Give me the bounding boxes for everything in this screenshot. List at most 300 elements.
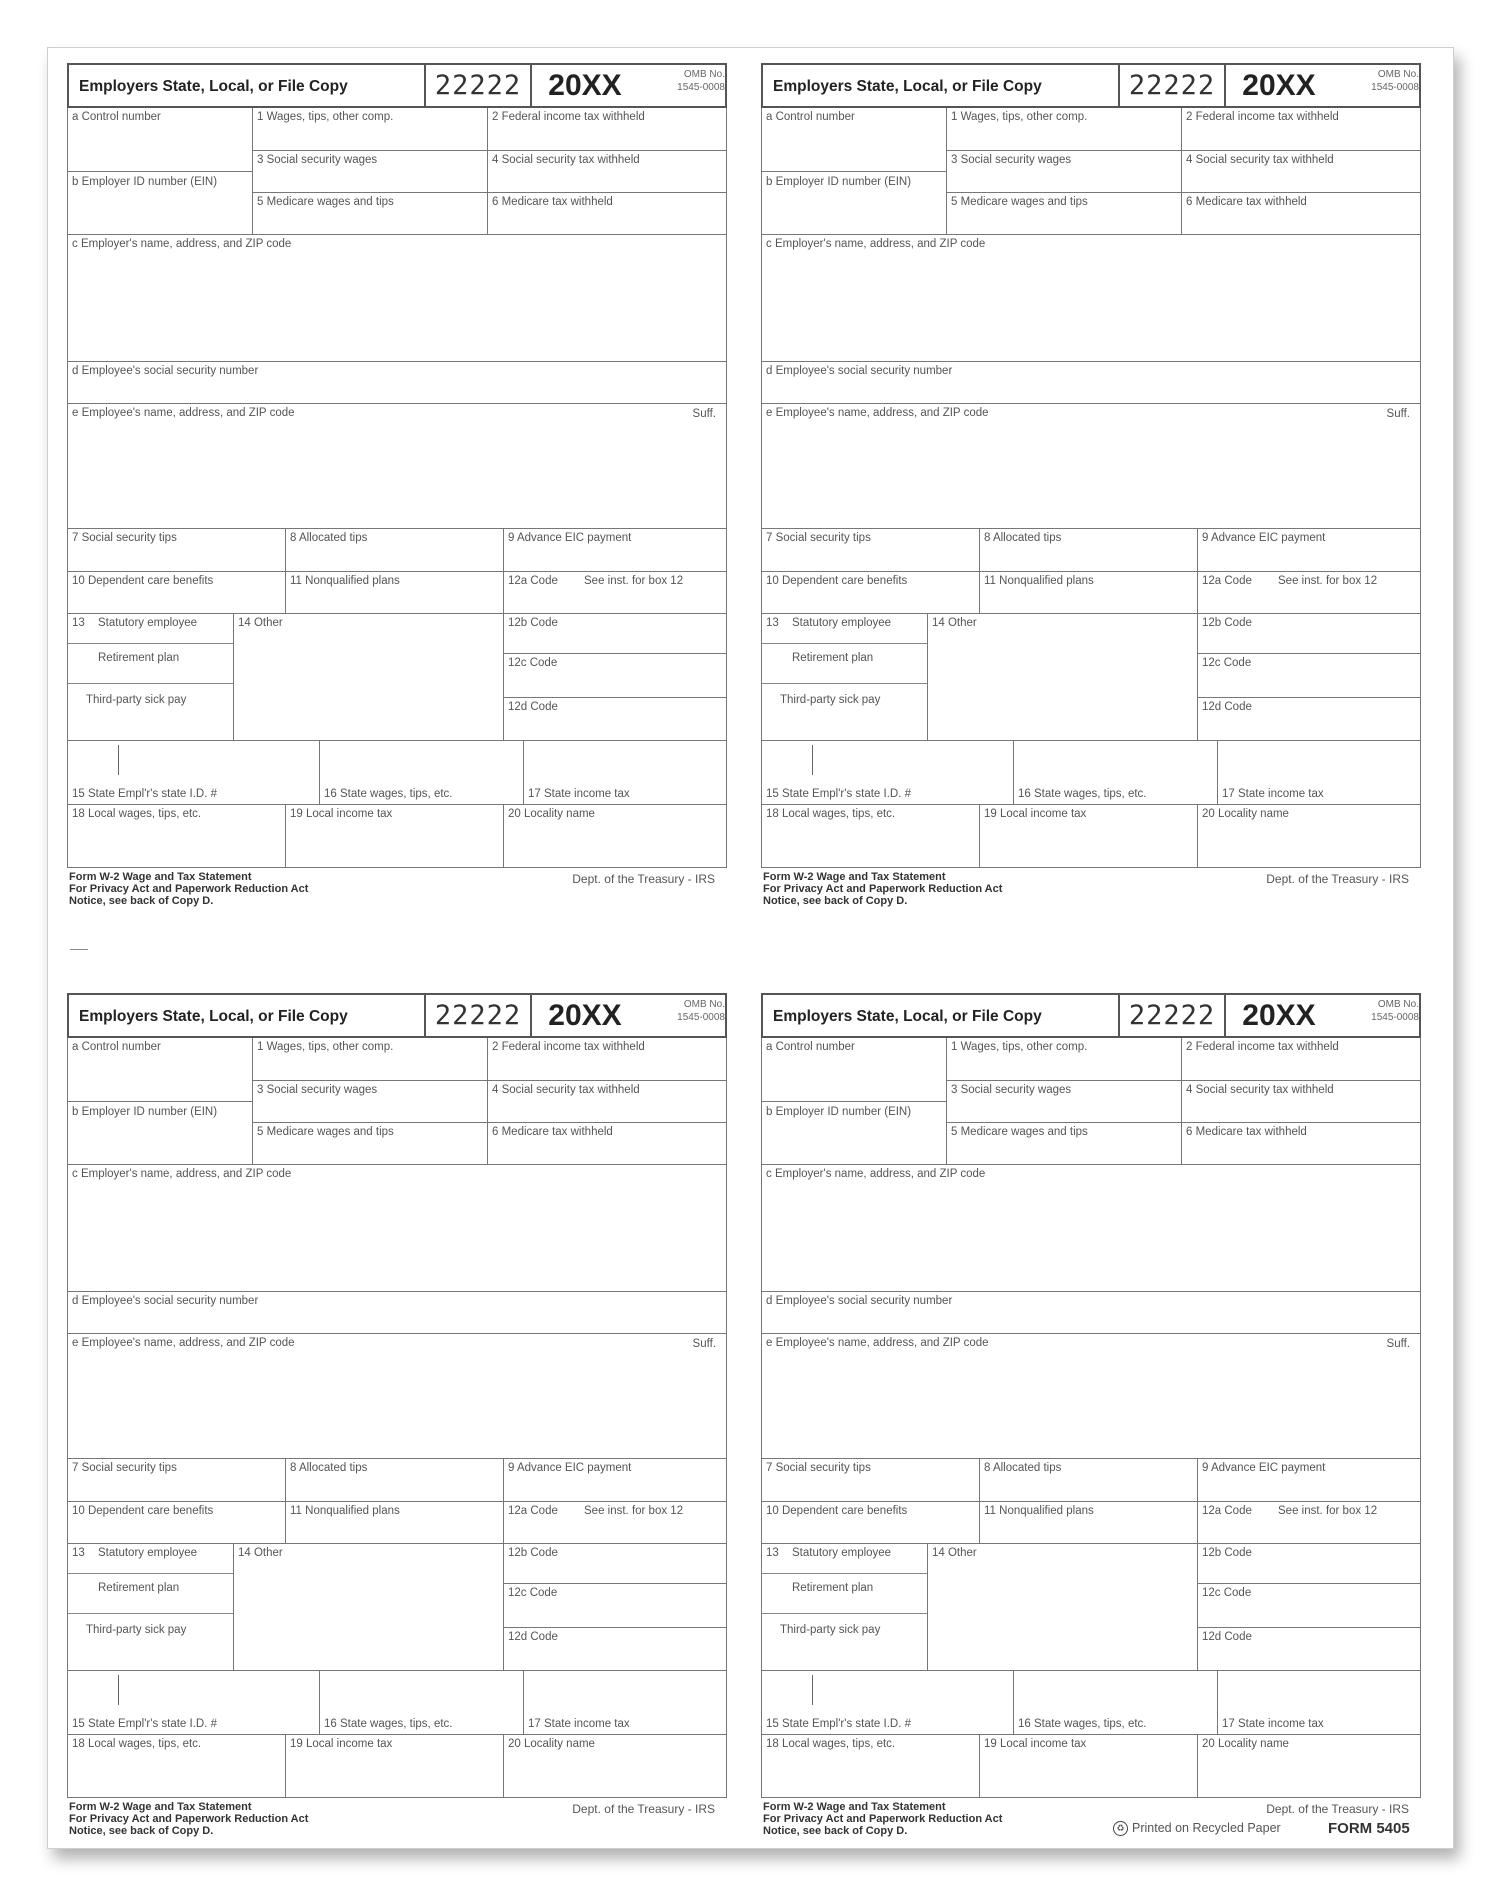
box-a-label: a Control number bbox=[766, 1041, 855, 1053]
box-8-allocated-tips[interactable] bbox=[979, 1459, 1197, 1502]
box-b-employer-id[interactable] bbox=[67, 172, 252, 235]
form-year: 20XX bbox=[530, 65, 638, 106]
form-footer-notice bbox=[69, 871, 308, 907]
box-13 bbox=[761, 1544, 927, 1671]
box-2-label: 2 Federal income tax withheld bbox=[492, 1041, 645, 1053]
box-16-label: 16 State wages, tips, etc. bbox=[324, 1718, 453, 1730]
footer-line-3: Notice, see back of Copy D. bbox=[69, 895, 214, 907]
box-11-label: 11 Nonqualified plans bbox=[290, 1505, 400, 1517]
box-13-retirement[interactable]: Retirement plan bbox=[792, 1582, 874, 1594]
box-14-other[interactable] bbox=[927, 614, 1197, 741]
box-2-federal-tax[interactable] bbox=[487, 1038, 727, 1081]
box-11-nonqualified[interactable] bbox=[285, 1502, 503, 1544]
box-3-ss-wages[interactable] bbox=[252, 151, 487, 193]
box-13-label: 13 bbox=[72, 1547, 85, 1559]
box-20-locality[interactable] bbox=[1197, 1735, 1421, 1798]
box-13-statutory[interactable]: Statutory employee bbox=[98, 617, 198, 629]
box-8-allocated-tips[interactable] bbox=[979, 529, 1197, 572]
footer-dept: Dept. of the Treasury - IRS bbox=[572, 1802, 715, 1816]
footer-line-2: For Privacy Act and Paperwork Reduction Act bbox=[763, 883, 1003, 895]
box-17-state-tax[interactable] bbox=[523, 741, 727, 805]
box-a-label: a Control number bbox=[72, 111, 161, 123]
box-9-advance-eic[interactable] bbox=[503, 529, 727, 572]
box-12d-label: 12d Code bbox=[1202, 1631, 1252, 1643]
box-2-label: 2 Federal income tax withheld bbox=[1186, 111, 1339, 123]
box-13-divider bbox=[762, 643, 927, 644]
box-15-state[interactable] bbox=[67, 741, 319, 805]
box-11-label: 11 Nonqualified plans bbox=[984, 575, 1094, 587]
box-13-divider bbox=[762, 1573, 927, 1574]
box-12d[interactable] bbox=[503, 698, 727, 741]
box-6-label: 6 Medicare tax withheld bbox=[1186, 196, 1307, 208]
box-e-employee-name[interactable] bbox=[761, 1334, 1421, 1459]
box-17-label: 17 State income tax bbox=[1222, 1718, 1324, 1730]
box-5-label: 5 Medicare wages and tips bbox=[951, 1126, 1088, 1138]
box-4-label: 4 Social security tax withheld bbox=[1186, 154, 1334, 166]
footer-line-1: Form W-2 Wage and Tax Statement bbox=[763, 871, 946, 883]
box-13-divider bbox=[68, 683, 233, 684]
box-20-locality[interactable] bbox=[503, 805, 727, 868]
box-11-label: 11 Nonqualified plans bbox=[290, 575, 400, 587]
form-code: 22222 bbox=[1118, 995, 1224, 1036]
box-12b[interactable] bbox=[1197, 614, 1421, 654]
box-6-label: 6 Medicare tax withheld bbox=[492, 1126, 613, 1138]
box-e-suffix: Suff. bbox=[692, 408, 716, 420]
box-13-statutory[interactable]: Statutory employee bbox=[98, 1547, 198, 1559]
box-8-label: 8 Allocated tips bbox=[984, 1462, 1062, 1474]
box-c-employer-name[interactable] bbox=[761, 235, 1421, 362]
box-d-employee-ssn[interactable] bbox=[761, 1292, 1421, 1334]
box-17-label: 17 State income tax bbox=[528, 788, 630, 800]
box-18-local-wages[interactable] bbox=[67, 805, 285, 868]
box-b-label: b Employer ID number (EIN) bbox=[72, 1106, 218, 1118]
box-13-label: 13 bbox=[766, 1547, 779, 1559]
box-17-state-tax[interactable] bbox=[1217, 1671, 1421, 1735]
box-19-label: 19 Local income tax bbox=[290, 1738, 393, 1750]
box-14-other[interactable] bbox=[233, 614, 503, 741]
box-19-label: 19 Local income tax bbox=[984, 808, 1087, 820]
box-13-statutory[interactable]: Statutory employee bbox=[792, 617, 892, 629]
box-15-tick bbox=[118, 745, 119, 775]
w2-form-top-right bbox=[761, 63, 1421, 910]
box-1-label: 1 Wages, tips, other comp. bbox=[257, 111, 394, 123]
form-year: 20XX bbox=[530, 995, 638, 1036]
box-3-ss-wages[interactable] bbox=[252, 1081, 487, 1123]
box-c-employer-name[interactable] bbox=[67, 235, 727, 362]
box-6-label: 6 Medicare tax withheld bbox=[492, 196, 613, 208]
box-11-label: 11 Nonqualified plans bbox=[984, 1505, 1094, 1517]
form-footer bbox=[67, 871, 727, 911]
box-12c-label: 12c Code bbox=[1202, 1587, 1252, 1599]
box-e-suffix: Suff. bbox=[1386, 1338, 1410, 1350]
box-14-label: 14 Other bbox=[932, 1547, 977, 1559]
box-8-label: 8 Allocated tips bbox=[290, 532, 368, 544]
box-13-label: 13 bbox=[72, 617, 85, 629]
box-16-state-wages[interactable] bbox=[1013, 741, 1217, 805]
box-b-label: b Employer ID number (EIN) bbox=[72, 176, 218, 188]
box-14-other[interactable] bbox=[233, 1544, 503, 1671]
box-15-label: 15 State Empl'r's state I.D. # bbox=[766, 788, 912, 800]
box-12d-label: 12d Code bbox=[508, 1631, 558, 1643]
box-a-control-number[interactable] bbox=[67, 108, 252, 172]
box-12a-label: 12a Code bbox=[508, 575, 558, 587]
box-13 bbox=[761, 614, 927, 741]
box-7-ss-tips[interactable] bbox=[761, 529, 979, 572]
form-header bbox=[761, 993, 1421, 1038]
omb-label: OMB No. bbox=[1377, 999, 1419, 1010]
recycle-icon: ♻ bbox=[1113, 1821, 1128, 1836]
box-13-third-party[interactable]: Third-party sick pay bbox=[780, 1624, 881, 1636]
box-13-retirement[interactable]: Retirement plan bbox=[98, 1582, 180, 1594]
box-8-allocated-tips[interactable] bbox=[285, 1459, 503, 1502]
box-15-label: 15 State Empl'r's state I.D. # bbox=[72, 1718, 218, 1730]
box-7-ss-tips[interactable] bbox=[67, 529, 285, 572]
box-12a[interactable] bbox=[1197, 1502, 1421, 1544]
box-18-label: 18 Local wages, tips, etc. bbox=[72, 1738, 202, 1750]
box-5-medicare-wages[interactable] bbox=[946, 193, 1181, 235]
box-10-label: 10 Dependent care benefits bbox=[72, 575, 214, 587]
box-9-label: 9 Advance EIC payment bbox=[1202, 532, 1326, 544]
box-6-medicare-tax[interactable] bbox=[1181, 1123, 1421, 1165]
box-13-third-party[interactable]: Third-party sick pay bbox=[86, 1624, 187, 1636]
box-7-label: 7 Social security tips bbox=[72, 532, 177, 544]
box-13-divider bbox=[762, 683, 927, 684]
w2-form-top-left bbox=[67, 63, 727, 910]
box-15-state[interactable] bbox=[761, 741, 1013, 805]
form-header bbox=[67, 63, 727, 108]
box-12a-label: 12a Code bbox=[1202, 1505, 1252, 1517]
box-a-control-number[interactable] bbox=[67, 1038, 252, 1102]
box-16-label: 16 State wages, tips, etc. bbox=[1018, 1718, 1147, 1730]
box-4-label: 4 Social security tax withheld bbox=[1186, 1084, 1334, 1096]
box-18-label: 18 Local wages, tips, etc. bbox=[72, 808, 202, 820]
box-7-label: 7 Social security tips bbox=[766, 532, 871, 544]
box-17-label: 17 State income tax bbox=[1222, 788, 1324, 800]
box-7-label: 7 Social security tips bbox=[72, 1462, 177, 1474]
form-header bbox=[67, 993, 727, 1038]
box-b-employer-id[interactable] bbox=[761, 1102, 946, 1165]
box-4-label: 4 Social security tax withheld bbox=[492, 154, 640, 166]
box-12a-note: See inst. for box 12 bbox=[584, 1505, 684, 1517]
footer-line-3: Notice, see back of Copy D. bbox=[69, 1825, 214, 1837]
box-15-state[interactable] bbox=[67, 1671, 319, 1735]
form-code: 22222 bbox=[424, 65, 530, 106]
box-12b-label: 12b Code bbox=[1202, 1547, 1252, 1559]
box-9-label: 9 Advance EIC payment bbox=[508, 532, 632, 544]
form-code: 22222 bbox=[1118, 65, 1224, 106]
footer-line-1: Form W-2 Wage and Tax Statement bbox=[69, 871, 252, 883]
box-16-label: 16 State wages, tips, etc. bbox=[324, 788, 453, 800]
box-13 bbox=[67, 614, 233, 741]
box-b-employer-id[interactable] bbox=[761, 172, 946, 235]
box-18-label: 18 Local wages, tips, etc. bbox=[766, 1738, 896, 1750]
form-footer-notice bbox=[69, 1801, 308, 1837]
form-number: FORM 5405 bbox=[1328, 1820, 1410, 1837]
form-code: 22222 bbox=[424, 995, 530, 1036]
box-5-medicare-wages[interactable] bbox=[946, 1123, 1181, 1165]
form-footer-notice bbox=[763, 1801, 1002, 1837]
box-2-label: 2 Federal income tax withheld bbox=[1186, 1041, 1339, 1053]
box-1-wages[interactable] bbox=[252, 108, 487, 151]
w2-form-bottom-left bbox=[67, 993, 727, 1840]
box-19-label: 19 Local income tax bbox=[984, 1738, 1087, 1750]
box-12a-note: See inst. for box 12 bbox=[1278, 1505, 1378, 1517]
box-e-employee-name[interactable] bbox=[67, 1334, 727, 1459]
box-13-divider bbox=[68, 643, 233, 644]
box-e-label: e Employee's name, address, and ZIP code bbox=[766, 1337, 989, 1349]
footer-dept: Dept. of the Treasury - IRS bbox=[1266, 1802, 1409, 1816]
box-8-label: 8 Allocated tips bbox=[290, 1462, 368, 1474]
box-9-advance-eic[interactable] bbox=[1197, 1459, 1421, 1502]
cut-mark bbox=[70, 949, 88, 950]
box-12b[interactable] bbox=[503, 1544, 727, 1584]
box-12c-label: 12c Code bbox=[1202, 657, 1252, 669]
box-2-label: 2 Federal income tax withheld bbox=[492, 111, 645, 123]
box-12a[interactable] bbox=[1197, 572, 1421, 614]
box-a-label: a Control number bbox=[766, 111, 855, 123]
box-2-federal-tax[interactable] bbox=[1181, 108, 1421, 151]
box-12c[interactable] bbox=[503, 654, 727, 698]
box-20-label: 20 Locality name bbox=[1202, 808, 1289, 820]
box-1-wages[interactable] bbox=[252, 1038, 487, 1081]
box-14-label: 14 Other bbox=[932, 617, 977, 629]
box-d-label: d Employee's social security number bbox=[72, 365, 259, 377]
box-3-label: 3 Social security wages bbox=[257, 154, 378, 166]
box-6-label: 6 Medicare tax withheld bbox=[1186, 1126, 1307, 1138]
box-10-label: 10 Dependent care benefits bbox=[766, 575, 908, 587]
box-12c[interactable] bbox=[503, 1584, 727, 1628]
box-5-label: 5 Medicare wages and tips bbox=[257, 1126, 394, 1138]
w2-form-bottom-right bbox=[761, 993, 1421, 1840]
box-19-local-tax[interactable] bbox=[979, 805, 1197, 868]
box-13-third-party[interactable]: Third-party sick pay bbox=[780, 694, 881, 706]
form-footer bbox=[761, 871, 1421, 911]
box-15-label: 15 State Empl'r's state I.D. # bbox=[766, 1718, 912, 1730]
box-13-statutory[interactable]: Statutory employee bbox=[792, 1547, 892, 1559]
box-d-employee-ssn[interactable] bbox=[67, 1292, 727, 1334]
box-8-allocated-tips[interactable] bbox=[285, 529, 503, 572]
box-7-label: 7 Social security tips bbox=[766, 1462, 871, 1474]
omb-label: OMB No. bbox=[1377, 69, 1419, 80]
form-title: Employers State, Local, or File Copy bbox=[79, 1008, 348, 1025]
box-d-employee-ssn[interactable] bbox=[67, 362, 727, 404]
box-19-local-tax[interactable] bbox=[285, 1735, 503, 1798]
box-16-state-wages[interactable] bbox=[1013, 1671, 1217, 1735]
box-a-control-number[interactable] bbox=[761, 1038, 946, 1102]
box-7-ss-tips[interactable] bbox=[761, 1459, 979, 1502]
recycled-text: Printed on Recycled Paper bbox=[1132, 1821, 1281, 1835]
box-e-label: e Employee's name, address, and ZIP code bbox=[72, 407, 295, 419]
box-15-label: 15 State Empl'r's state I.D. # bbox=[72, 788, 218, 800]
box-20-label: 20 Locality name bbox=[508, 1738, 595, 1750]
box-13-retirement[interactable]: Retirement plan bbox=[98, 652, 180, 664]
box-11-nonqualified[interactable] bbox=[285, 572, 503, 614]
box-7-ss-tips[interactable] bbox=[67, 1459, 285, 1502]
box-18-local-wages[interactable] bbox=[761, 805, 979, 868]
box-1-label: 1 Wages, tips, other comp. bbox=[951, 1041, 1088, 1053]
box-6-medicare-tax[interactable] bbox=[487, 193, 727, 235]
box-d-label: d Employee's social security number bbox=[72, 1295, 259, 1307]
box-12d[interactable] bbox=[1197, 1628, 1421, 1671]
box-17-state-tax[interactable] bbox=[1217, 741, 1421, 805]
box-12c[interactable] bbox=[1197, 1584, 1421, 1628]
box-4-ss-tax[interactable] bbox=[1181, 151, 1421, 193]
omb-value: 1545-0008 bbox=[1371, 82, 1419, 93]
box-12a-label: 12a Code bbox=[1202, 575, 1252, 587]
box-15-state[interactable] bbox=[761, 1671, 1013, 1735]
omb-label: OMB No. bbox=[683, 999, 725, 1010]
box-10-dependent-care[interactable] bbox=[761, 1502, 979, 1544]
box-e-employee-name[interactable] bbox=[761, 404, 1421, 529]
box-3-label: 3 Social security wages bbox=[257, 1084, 378, 1096]
box-13-divider bbox=[762, 1613, 927, 1614]
box-3-ss-wages[interactable] bbox=[946, 151, 1181, 193]
omb-value: 1545-0008 bbox=[1371, 1012, 1419, 1023]
box-2-federal-tax[interactable] bbox=[1181, 1038, 1421, 1081]
box-16-state-wages[interactable] bbox=[319, 1671, 523, 1735]
box-1-label: 1 Wages, tips, other comp. bbox=[951, 111, 1088, 123]
box-c-employer-name[interactable] bbox=[761, 1165, 1421, 1292]
omb-label: OMB No. bbox=[683, 69, 725, 80]
box-17-state-tax[interactable] bbox=[523, 1671, 727, 1735]
box-12b-label: 12b Code bbox=[508, 617, 558, 629]
box-9-advance-eic[interactable] bbox=[1197, 529, 1421, 572]
box-18-local-wages[interactable] bbox=[761, 1735, 979, 1798]
box-d-label: d Employee's social security number bbox=[766, 365, 953, 377]
box-12d[interactable] bbox=[1197, 698, 1421, 741]
box-10-dependent-care[interactable] bbox=[761, 572, 979, 614]
box-16-label: 16 State wages, tips, etc. bbox=[1018, 788, 1147, 800]
box-5-medicare-wages[interactable] bbox=[252, 193, 487, 235]
box-12d[interactable] bbox=[503, 1628, 727, 1671]
box-13-retirement[interactable]: Retirement plan bbox=[792, 652, 874, 664]
box-c-label: c Employer's name, address, and ZIP code bbox=[766, 238, 986, 250]
form-header bbox=[761, 63, 1421, 108]
box-b-employer-id[interactable] bbox=[67, 1102, 252, 1165]
box-a-control-number[interactable] bbox=[761, 108, 946, 172]
box-20-locality[interactable] bbox=[1197, 805, 1421, 868]
box-e-suffix: Suff. bbox=[692, 1338, 716, 1350]
omb-value: 1545-0008 bbox=[677, 1012, 725, 1023]
box-d-employee-ssn[interactable] bbox=[761, 362, 1421, 404]
box-1-wages[interactable] bbox=[946, 1038, 1181, 1081]
form-year: 20XX bbox=[1224, 65, 1332, 106]
box-e-label: e Employee's name, address, and ZIP code bbox=[72, 1337, 295, 1349]
form-title: Employers State, Local, or File Copy bbox=[773, 1008, 1042, 1025]
box-12d-label: 12d Code bbox=[508, 701, 558, 713]
box-e-label: e Employee's name, address, and ZIP code bbox=[766, 407, 989, 419]
box-a-label: a Control number bbox=[72, 1041, 161, 1053]
box-12b[interactable] bbox=[503, 614, 727, 654]
box-4-ss-tax[interactable] bbox=[487, 151, 727, 193]
box-5-medicare-wages[interactable] bbox=[252, 1123, 487, 1165]
form-footer bbox=[67, 1801, 727, 1841]
box-13 bbox=[67, 1544, 233, 1671]
recycled-note bbox=[1113, 1821, 1281, 1836]
footer-line-1: Form W-2 Wage and Tax Statement bbox=[763, 1801, 946, 1813]
form-title: Employers State, Local, or File Copy bbox=[773, 78, 1042, 95]
form-title: Employers State, Local, or File Copy bbox=[79, 78, 348, 95]
box-1-wages[interactable] bbox=[946, 108, 1181, 151]
box-16-state-wages[interactable] bbox=[319, 741, 523, 805]
box-9-label: 9 Advance EIC payment bbox=[1202, 1462, 1326, 1474]
box-12b-label: 12b Code bbox=[1202, 617, 1252, 629]
box-4-label: 4 Social security tax withheld bbox=[492, 1084, 640, 1096]
box-12c[interactable] bbox=[1197, 654, 1421, 698]
box-5-label: 5 Medicare wages and tips bbox=[951, 196, 1088, 208]
box-13-third-party[interactable]: Third-party sick pay bbox=[86, 694, 187, 706]
footer-line-1: Form W-2 Wage and Tax Statement bbox=[69, 1801, 252, 1813]
box-12c-label: 12c Code bbox=[508, 657, 558, 669]
box-20-label: 20 Locality name bbox=[508, 808, 595, 820]
box-8-label: 8 Allocated tips bbox=[984, 532, 1062, 544]
box-3-ss-wages[interactable] bbox=[946, 1081, 1181, 1123]
box-19-label: 19 Local income tax bbox=[290, 808, 393, 820]
box-2-federal-tax[interactable] bbox=[487, 108, 727, 151]
box-10-dependent-care[interactable] bbox=[67, 572, 285, 614]
box-3-label: 3 Social security wages bbox=[951, 1084, 1072, 1096]
footer-dept: Dept. of the Treasury - IRS bbox=[1266, 872, 1409, 886]
box-15-tick bbox=[118, 1675, 119, 1705]
box-14-label: 14 Other bbox=[238, 617, 283, 629]
footer-line-2: For Privacy Act and Paperwork Reduction Act bbox=[69, 1813, 309, 1825]
box-20-label: 20 Locality name bbox=[1202, 1738, 1289, 1750]
box-13-divider bbox=[68, 1613, 233, 1614]
box-11-nonqualified[interactable] bbox=[979, 572, 1197, 614]
omb-number bbox=[1331, 998, 1419, 1024]
box-19-local-tax[interactable] bbox=[979, 1735, 1197, 1798]
box-17-label: 17 State income tax bbox=[528, 1718, 630, 1730]
box-10-label: 10 Dependent care benefits bbox=[766, 1505, 908, 1517]
box-3-label: 3 Social security wages bbox=[951, 154, 1072, 166]
box-12a[interactable] bbox=[503, 572, 727, 614]
box-18-label: 18 Local wages, tips, etc. bbox=[766, 808, 896, 820]
form-year: 20XX bbox=[1224, 995, 1332, 1036]
box-c-label: c Employer's name, address, and ZIP code bbox=[766, 1168, 986, 1180]
box-6-medicare-tax[interactable] bbox=[487, 1123, 727, 1165]
box-e-employee-name[interactable] bbox=[67, 404, 727, 529]
box-c-label: c Employer's name, address, and ZIP code bbox=[72, 1168, 292, 1180]
box-b-label: b Employer ID number (EIN) bbox=[766, 176, 912, 188]
box-20-locality[interactable] bbox=[503, 1735, 727, 1798]
box-13-label: 13 bbox=[766, 617, 779, 629]
box-19-local-tax[interactable] bbox=[285, 805, 503, 868]
box-5-label: 5 Medicare wages and tips bbox=[257, 196, 394, 208]
footer-line-3: Notice, see back of Copy D. bbox=[763, 1825, 908, 1837]
footer-line-3: Notice, see back of Copy D. bbox=[763, 895, 908, 907]
box-9-label: 9 Advance EIC payment bbox=[508, 1462, 632, 1474]
omb-number bbox=[1331, 68, 1419, 94]
box-12b[interactable] bbox=[1197, 1544, 1421, 1584]
box-12a[interactable] bbox=[503, 1502, 727, 1544]
box-c-employer-name[interactable] bbox=[67, 1165, 727, 1292]
box-4-ss-tax[interactable] bbox=[1181, 1081, 1421, 1123]
box-13-divider bbox=[68, 1573, 233, 1574]
omb-value: 1545-0008 bbox=[677, 82, 725, 93]
box-10-dependent-care[interactable] bbox=[67, 1502, 285, 1544]
footer-line-2: For Privacy Act and Paperwork Reduction Act bbox=[69, 883, 309, 895]
box-18-local-wages[interactable] bbox=[67, 1735, 285, 1798]
box-12a-label: 12a Code bbox=[508, 1505, 558, 1517]
box-11-nonqualified[interactable] bbox=[979, 1502, 1197, 1544]
box-4-ss-tax[interactable] bbox=[487, 1081, 727, 1123]
box-9-advance-eic[interactable] bbox=[503, 1459, 727, 1502]
box-14-other[interactable] bbox=[927, 1544, 1197, 1671]
footer-line-2: For Privacy Act and Paperwork Reduction Act bbox=[763, 1813, 1003, 1825]
box-6-medicare-tax[interactable] bbox=[1181, 193, 1421, 235]
box-b-label: b Employer ID number (EIN) bbox=[766, 1106, 912, 1118]
box-12a-note: See inst. for box 12 bbox=[584, 575, 684, 587]
